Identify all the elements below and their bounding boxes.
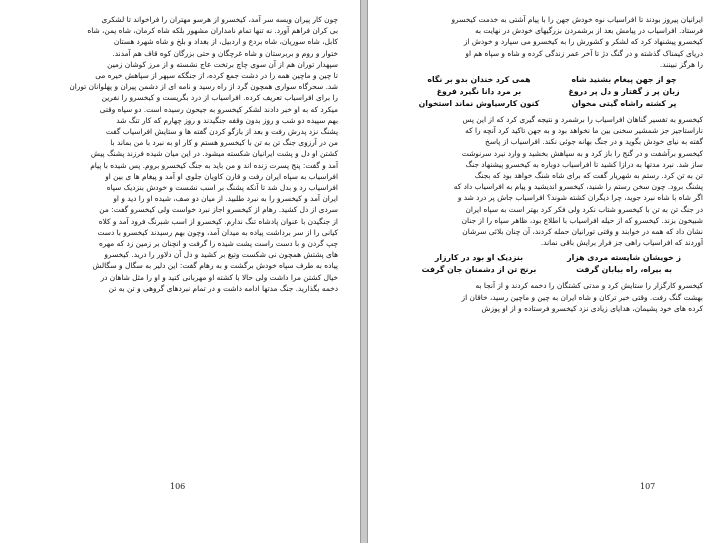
text-line: سردی از دل کشید. رهام از کیخسرو اجاز نبرد خواست ولی کیخسرو گفت: من	[99, 205, 338, 215]
text-line: ختوار و روم و بربرستان و شاه غرچگان و حتی بزرگان کوه قاف هم آمدند.	[112, 48, 338, 58]
text-line: دریای کیمناک گذشته و در گنگ دژ تا آخر عمر زندگی کرده و شاه و سپاه هم او	[465, 48, 703, 58]
text-line: کشتن او دل و پشت ایرانیان شکسته میشود. در این میان شیده فرزند پشنگ پیش	[90, 149, 338, 159]
text-line: کرده های خود پشیمان، هدایای زیادی نزد کیخسرو فرستاده و از او پوزش	[481, 303, 703, 313]
text-line: چون کار پیران ویسه سر آمد، کیخسرو از هرسو مهتران را فراخواند تا لشکری	[101, 15, 338, 24]
text-line: افراسیاب رد و بدل شد تا آنکه پشنگ بر اسب نشست و خودش بنزدیک سپاه	[106, 183, 338, 193]
text-line: کابل، شاه سوریان، شاه بردع و اردبیل، از بغداد و بلخ و شاه شهرد هستان	[113, 37, 338, 47]
text-line: آوردند که افراسیاب راهی جز فرار برایش باقی نماند.	[540, 238, 703, 248]
verse-block	[412, 252, 691, 276]
text-line: سپهدار توران هم از آن سوی چاچ برتخت عاج نشسته و از مرز کوشان زمین	[107, 59, 338, 69]
text-line: نشان داد که همه در خوابند و وقتی تورانیان حمله کردند، آن چنان بلائی سرشان	[462, 227, 703, 237]
left-page-text	[38, 14, 338, 294]
verse-line	[412, 264, 691, 276]
text-line: کیخسرو به تفسیر گناهان افراسیاب را برشمرد و نتیجه گیری کرد که از این پس	[462, 115, 703, 125]
verse-line	[412, 252, 691, 264]
left-page-number: 106	[170, 482, 186, 491]
text-line: افراسیاب به سپاه ایران رفت و قارن کاویان جلوی او آمد و پیغام ها ی بین او	[105, 171, 338, 181]
text-line: کیخسرو برآشفت و در گنج را باز کرد و به سپاهش بخشید و وارد نبرد سرنوشت	[461, 148, 703, 158]
text-line: خیال کشتن مرا داشت ولی حالا با کشته او مهربانی کنید و او را مثل شاهان در	[100, 272, 338, 282]
text-line: آمد و گفت: پنج پسرت زنده اند و من باید به جنگ کیخسرو بروم. پس شیده با پیام	[90, 160, 338, 170]
verse-line	[412, 86, 691, 98]
verse-hemistich: به بیراه، راه بیابان گرفت	[576, 265, 672, 275]
text-line: تن به تن کرد. رستم به شهریار گفت که برای شاه شنگ خواهد بود که بجنگ	[474, 171, 703, 181]
text-line: من در آرزوی جنگ تن به تن با کیخسرو هستم و کار او به نبرد با من بماند با	[110, 138, 338, 148]
right-page	[367, 0, 727, 543]
verse-hemistich: پر کشته راشاه گیتی مخوان	[571, 99, 677, 109]
text-line: چپ گردن و با دست راست پشت شیده را گرفت و انچنان بر زمین زد که مهره	[98, 239, 338, 249]
verse-hemistich: زبان پر ز گفتار و دل پر دروغ	[568, 87, 680, 97]
text-line: های پشتش همچون نی شکست وتیغ بر کشید و دل آن دلاور را درید. کیخسرو	[104, 250, 338, 260]
verse-hemistich: بنزدیک او بود در کارزار	[434, 253, 524, 263]
verse-hemistich: برنج تن از دشمنان جان گرفت	[421, 265, 537, 275]
right-page-text	[400, 14, 703, 314]
text-line: کیخسرو پیشنهاد کرد که لشکر و کشورش را به کیخسرو می سپارد و خودش از	[463, 37, 703, 47]
verse-hemistich: بر مرد دانا نگیرد فروغ	[436, 87, 522, 97]
verse-line	[412, 74, 691, 86]
verse-hemistich: کنون کارسیاوش نماند استخوان	[418, 99, 540, 109]
verse-hemistich: همی کرد خندان بدو بر نگاه	[427, 75, 531, 85]
text-line: کیانی را از سر برداشت پیاده به میدان آمد، وچون بهم رسیدند کیخسرو با دست	[97, 227, 338, 237]
text-line: پیاده به طرف سپاه خودش برگشت و به رهام گفت: این دلیر به سگال و سگالش	[92, 261, 338, 271]
text-line: بهشت گنگ رفت. وقتی خبر ترکان و شاه ایران به چین و ماچین رسید، خاقان از	[461, 292, 703, 302]
text-line: دخمه بگذارید. جنگ مدتها ادامه داشت و در تمام نبردهای گروهی و تن به تن	[108, 283, 338, 293]
text-line: پشنگ برود. چون سخن رستم را شنید، کیخسرو اندیشید و پیام به افراسیاب داد که	[453, 182, 703, 192]
text-line: در جنگ تن به تن با کیخسرو شتاب نکرد ولی فکر کرد بهتر است به سپاه ایران	[465, 204, 703, 214]
text-line: بی کران فراهم آورد. نه تنها تمام نامداران مشهور بلکه شاه کرمان، شاه یمن، شاه	[87, 26, 338, 36]
text-line: پشنگ نزد پدرش رفت و بعد از بازگو کردن گفته ها و ستایش افراسیاب گفت	[105, 127, 338, 137]
text-line: بهم سپیده دو شب و روز بدون وقفه جنگیدند و روز چهارم که کار تنگ شد	[116, 115, 338, 125]
text-line: اگر شاه با شاه نبرد جوید، چرا دیگران کشته شوند؟ افراسیاب جاش پر درد شد و	[457, 193, 703, 203]
text-line: ناراستاجیز جز شمشیر سخنی بین ما نخواهد بود و به جهن تاکید کرد آنچه را که	[465, 126, 703, 136]
text-line: تا چین و ماچین همه را در دشت جمع کرده، از جنگکه سپهر از سپاهش خیره می	[95, 71, 338, 81]
text-line: ساز شد. نبرد مدتها به درازا کشید تا افراسیاب دوباره به کیخسرو پیشنهاد جنگ	[465, 159, 703, 169]
text-line: شبیخون بزند. کیخسرو که از حیله افراسیاب با اطلاع بود، ظاهر سپاه را از جنان	[461, 215, 703, 225]
verse-line	[412, 98, 691, 110]
left-page	[0, 0, 361, 543]
text-line: شد. سحرگاه سواری همچون گرد از راه رسید و نامه ای از دشمن پیران و پهلوانان توران	[69, 82, 338, 92]
verse-hemistich: چو از جهن پیغام بشنید شاه	[571, 75, 677, 85]
text-line: میکرد که به او خبر دادند لشکر کیخسرو به جیحون رسیده است. دو سپاه وقتی	[99, 104, 338, 114]
text-line: فرستاد. افراسیاب در پیامش بعد از برشمردن بزرگیهای خودش در نهایت به	[475, 26, 703, 36]
verse-hemistich: ز خویشان شایسته مردی هزار	[567, 253, 681, 263]
text-line: را هرگز نبینند.	[659, 59, 703, 69]
text-line: کیخسرو کارگزار را ستایش کرد و مدتی کشتگان را دخمه کردند و از آنجا به	[475, 281, 703, 291]
text-line: را برای افراسیاب تعریف کرده. افراسیاب از درد بگریست و کیخسرو را نفرین	[101, 93, 338, 103]
text-line: ایرانیان پیروز بودند تا افراسیاب نوه خودش جهن را با پیام آشتی به خدمت کیخسرو	[451, 15, 703, 24]
text-line: از جنگیدن با عنوان پادشاه تنگ ندارم. کیخسرو از اسب شبرنگ فرود آمد و کلاه	[98, 216, 338, 226]
text-line: گفته به نیای خودش بگوید و در جنگ بهانه جوئی نکند. افراسیاب از پاسخ	[485, 137, 703, 147]
right-page-number: 107	[640, 482, 656, 491]
text-line: ایران آمد و کیخسرو را به نبرد طلبید. از میان دو صف، شیده او را دید و او	[113, 194, 338, 204]
verse-block	[412, 74, 691, 110]
